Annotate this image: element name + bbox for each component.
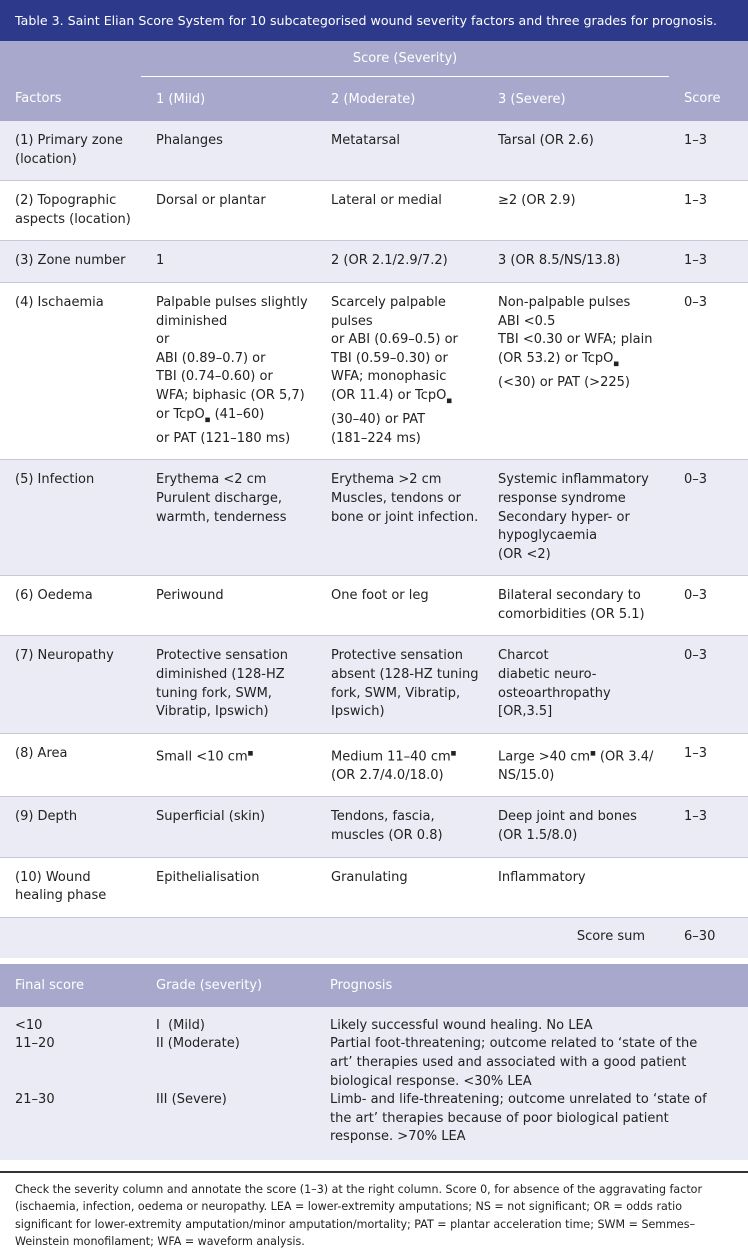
moderate-cell: Lateral or medial <box>316 181 483 241</box>
factor-cell: (5) Infection <box>0 460 141 576</box>
cell-line: Palpable pulses slightly diminished <box>156 294 308 329</box>
score-cell: 1–3 <box>669 121 748 181</box>
prognosis-text: Partial foot-threatening; outcome related to ‘state of the art’ therapies used and associated with a good patient biological response. <30% LEA <box>330 1036 698 1089</box>
prognosis-body <box>0 1007 748 1160</box>
cell-text: Large >40 cm <box>498 749 591 765</box>
score-sum-label: Score sum <box>0 917 669 958</box>
score-cell: 0–3 <box>669 282 748 459</box>
cell-line: Erythema >2 cm <box>331 472 442 488</box>
severe-cell <box>483 636 669 733</box>
mild-cell: Periwound <box>141 576 316 636</box>
severe-cell: Tarsal (OR 2.6) <box>483 121 669 181</box>
table-row <box>0 857 748 917</box>
score-cell: 1–3 <box>669 797 748 857</box>
severe-cell <box>483 460 669 576</box>
moderate-cell: 2 (OR 2.1/2.9/7.2) <box>316 241 483 283</box>
cell-text: (OR 11.4) or TcpO <box>331 387 447 403</box>
severe-cell: ≥2 (OR 2.9) <box>483 181 669 241</box>
prognosis-row <box>0 1091 748 1147</box>
cell-line: ABI <0.5 <box>498 313 556 329</box>
cell-line: (OR 2.7/4.0/18.0) <box>331 767 444 783</box>
table-row <box>0 282 748 459</box>
final-score-header: Final score <box>15 977 85 993</box>
prognosis-range: 21–30 <box>15 1092 55 1108</box>
score-header: Score <box>669 77 748 122</box>
prognosis-text: Limb- and life-threatening; outcome unrelated to ‘state of the art’ therapies because of poor biological patient response. >70% LEA <box>330 1092 707 1145</box>
prognosis-grade: II (Moderate) <box>156 1036 240 1052</box>
cell-line: (181–224 ms) <box>331 430 421 446</box>
factor-cell: (1) Primary zone (location) <box>0 121 141 181</box>
cell-line: (OR <2) <box>498 546 551 562</box>
cell-line: Systemic inflammatory response syndrome <box>498 472 649 506</box>
cell-line <box>498 331 665 374</box>
moderate-cell: Tendons, fascia, muscles (OR 0.8) <box>316 797 483 857</box>
cell-line: (<30) or PAT (>225) <box>498 374 630 390</box>
cell-line: (30–40) or PAT <box>331 412 426 428</box>
moderate-cell: Granulating <box>316 857 483 917</box>
score-cell: 1–3 <box>669 181 748 241</box>
prognosis-grade: I (Mild) <box>156 1017 205 1033</box>
mild-cell <box>141 460 316 576</box>
severe-cell: Deep joint and bones (OR 1.5/8.0) <box>483 797 669 857</box>
cell-line: Scarcely palpable pulses <box>331 294 446 329</box>
cell-line: Erythema <2 cm <box>156 472 267 488</box>
cell-text: Medium 11–40 cm <box>331 749 451 765</box>
severe-header: 3 (Severe) <box>483 77 669 122</box>
cell-line: TBI (0.74–0.60) or <box>156 369 273 385</box>
subscript-mark: ■ <box>204 416 211 424</box>
cell-line: TBI (0.59–0.30) or <box>331 350 448 366</box>
cell-line <box>156 387 312 430</box>
prognosis-range: 11–20 <box>15 1036 55 1052</box>
factor-cell: (4) Ischaemia <box>0 282 141 459</box>
cell-text: WFA; biphasic (OR 5,7) or TcpO <box>156 387 305 422</box>
score-sum-row <box>0 917 748 958</box>
factor-cell: (2) Topographic aspects (location) <box>0 181 141 241</box>
score-cell: 0–3 <box>669 636 748 733</box>
prognosis-header <box>0 964 748 1007</box>
cell-line: or <box>156 332 170 348</box>
score-cell: 1–3 <box>669 241 748 283</box>
score-cell: 0–3 <box>669 576 748 636</box>
cell-line: Secondary hyper- or hypoglycaemia <box>498 509 630 544</box>
cell-text: (41–60) <box>214 406 265 422</box>
severe-cell <box>483 282 669 459</box>
prognosis-grade: III (Severe) <box>156 1092 227 1108</box>
severe-cell: 3 (OR 8.5/NS/13.8) <box>483 241 669 283</box>
factor-cell: (6) Oedema <box>0 576 141 636</box>
factor-cell: (8) Area <box>0 733 141 797</box>
prognosis-text: Likely successful wound healing. No LEA <box>330 1017 593 1033</box>
factor-cell: (9) Depth <box>0 797 141 857</box>
cell-line: WFA; monophasic <box>331 369 447 385</box>
score-cell: 1–3 <box>669 733 748 797</box>
table-row <box>0 636 748 733</box>
cell-line: Non-palpable pulses <box>498 294 631 310</box>
table-row <box>0 576 748 636</box>
cell-line: Charcot <box>498 648 549 664</box>
mild-header: 1 (Mild) <box>141 77 316 122</box>
factor-cell: (10) Wound healing phase <box>0 857 141 917</box>
moderate-cell <box>316 733 483 797</box>
superscript-mark: ■ <box>590 749 596 757</box>
mild-cell: Phalanges <box>141 121 316 181</box>
moderate-cell: Metatarsal <box>316 121 483 181</box>
prognosis-range: <10 <box>15 1017 43 1033</box>
score-severity-header: Score (Severity) <box>141 41 669 77</box>
table-row <box>0 181 748 241</box>
prognosis-row <box>0 1035 748 1091</box>
severe-cell <box>483 733 669 797</box>
factors-header: Factors <box>0 77 141 122</box>
score-cell: 0–3 <box>669 460 748 576</box>
mild-cell <box>141 733 316 797</box>
moderate-cell <box>316 460 483 576</box>
superscript-mark: ■ <box>450 749 457 757</box>
prognosis-col-header: Prognosis <box>330 977 393 993</box>
grade-header: Grade (severity) <box>156 977 263 993</box>
cell-line: [OR,3.5] <box>498 704 553 720</box>
severe-cell: Bilateral secondary to comorbidities (OR 5.1) <box>483 576 669 636</box>
mild-cell: Protective sensation diminished (128-HZ tuning fork, SWM, Vibratip, Ipswich) <box>141 636 316 733</box>
mild-cell: Epithelialisation <box>141 857 316 917</box>
score-sum-value: 6–30 <box>669 917 748 958</box>
cell-line: Muscles, tendons or bone or joint infection. <box>331 490 479 525</box>
header-spacer-left <box>0 41 141 77</box>
cell-line: ABI (0.89–0.7) or <box>156 350 266 366</box>
cell-line: or PAT (121–180 ms) <box>156 430 291 446</box>
score-cell <box>669 857 748 917</box>
cell-line <box>331 745 479 767</box>
table-footnote: Check the severity column and annotate the score (1–3) at the right column. Score 0, for absence of the aggravating factor (ischaemia, infection, oedema or neuropathy. LEA = lower-extremity amputations; NS = not significant; OR = odds ratio significant for lower-extremity amputation/minor amputation/mortality; PAT = plantar acceleration time; SWM = Semmes–Weinstein monofilament; WFA = waveform analysis. <box>0 1171 748 1251</box>
mild-cell <box>141 282 316 459</box>
superscript-mark: ■ <box>247 749 254 757</box>
table-row <box>0 241 748 283</box>
subscript-mark: ■ <box>446 397 453 405</box>
mild-cell: Superficial (skin) <box>141 797 316 857</box>
cell-line: diabetic neuro-osteoarthropathy <box>498 667 611 701</box>
header-spacer-right <box>669 41 748 77</box>
table-row <box>0 460 748 576</box>
prognosis-row <box>0 1017 748 1036</box>
cell-text: Small <10 cm <box>156 749 248 765</box>
moderate-cell: One foot or leg <box>316 576 483 636</box>
table-row <box>0 121 748 181</box>
subscript-mark: ■ <box>613 360 620 368</box>
table-title: Table 3. Saint Elian Score System for 10 subcategorised wound severity factors and three grades for prognosis. <box>0 0 748 41</box>
factor-cell: (7) Neuropathy <box>0 636 141 733</box>
cell-text: (OR 3.4/ NS/15.0) <box>498 749 654 783</box>
severe-cell: Inflammatory <box>483 857 669 917</box>
moderate-header: 2 (Moderate) <box>316 77 483 122</box>
table-row <box>0 797 748 857</box>
cell-line: or ABI (0.69–0.5) or <box>331 332 458 348</box>
cell-text: TBI <0.30 or WFA; plain (OR 53.2) or TcpO <box>498 332 653 366</box>
moderate-cell <box>316 282 483 459</box>
factor-cell: (3) Zone number <box>0 241 141 283</box>
moderate-cell: Protective sensation absent (128-HZ tuning fork, SWM, Vibratip, Ipswich) <box>316 636 483 733</box>
cell-line <box>331 387 479 411</box>
mild-cell: Dorsal or plantar <box>141 181 316 241</box>
mild-cell: 1 <box>141 241 316 283</box>
severity-table <box>0 41 748 958</box>
table-row <box>0 733 748 797</box>
cell-line: Purulent discharge, warmth, tenderness <box>156 490 287 525</box>
